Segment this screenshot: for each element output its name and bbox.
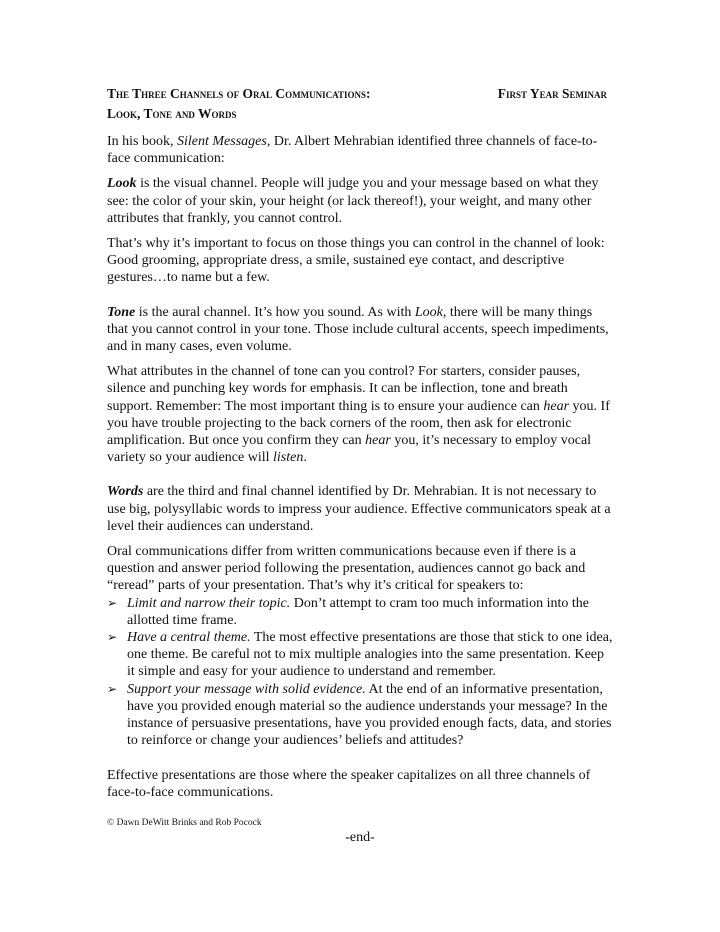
tip-lead: Limit and narrow their topic. [127,595,291,611]
tip-lead: Support your message with solid evidence. [127,681,366,697]
document-subtitle: Look, Tone and Words [107,106,237,121]
arrow-bullet-icon: ➢ [107,681,118,696]
look-term: Look [107,176,137,192]
tone-text-end: there will be many things that you cannot control in your tone. Those include cultural accents, speech impediments, and in many cases, even volume. [107,304,609,355]
list-item [107,681,613,750]
arrow-bullet-icon: ➢ [107,630,118,645]
document-body [107,133,613,809]
document-header [107,84,607,124]
look-paragraph [107,175,613,227]
words-paragraph-2: Oral communications differ from written communications because even if there is a question and answer period following the presentation, audiences cannot go back and “reread” parts of your presentation. That’s why it’s critical for speakers to: [107,544,586,594]
end-marker: -end- [345,830,375,845]
document-title: The Three Channels of Oral Communications: [107,86,371,101]
speaker-tips-list [107,595,613,750]
words-term: Words [107,484,144,500]
look-paragraph-2: That’s why it’s important to focus on those things you can control in the channel of look: Good grooming, appropriate dress, a smile, sustained eye contact, and descriptive gestures…to name but a few. [107,236,605,286]
copyright-footnote: © Dawn DeWitt Brinks and Rob Pocock [107,818,262,828]
tip-text: At the end of an informative presentation, have you provided enough material so the audience understands your message? In the instance of persuasive presentations, have you provided enough facts, data, and stories to reinforce or change your audiences’ beliefs and attitudes? [127,681,612,749]
intro-text: In his book, [107,134,177,149]
conclusion-paragraph: Effective presentations are those where the speaker capitalizes on all three channels of face-to-face communications. [107,767,591,800]
tone-p2-text-d: . [303,450,307,466]
tip-lead: Have a central theme. [127,630,251,646]
arrow-bullet-icon: ➢ [107,595,118,610]
look-reference: Look, [414,304,447,320]
tone-p2-text-a: What attributes in the channel of tone can you control? For starters, consider pauses, silence and punching key words for emphasis. It can be inflection, tone and breath support. Remember: The most important thing is to ensure your audience can [107,364,581,414]
intro-paragraph [107,133,613,167]
course-label: First Year Seminar [497,86,607,101]
tone-p2-text-c: you, it’s necessary to employ vocal variety so your audience will [107,433,592,466]
tone-p2-text-b: you. If you have trouble projecting to the back corners of the room, then ask for electronic amplification. But once you confirm they can [107,398,610,449]
tone-paragraph [107,304,613,356]
tone-term: Tone [107,304,136,320]
hear-emphasis-2: hear [365,433,391,449]
hear-emphasis: hear [543,398,570,414]
book-title: Silent Messages, [177,134,271,149]
tone-text: is the aural channel. It’s how you sound. As with [135,304,415,320]
tip-text: The most effective presentations are those that stick to one idea, one theme. Be careful not to mix multiple analogies into the same presentation. Keep it simple and easy for your audience to understand and remember. [127,630,613,680]
list-item [107,595,613,629]
tip-text: Don’t attempt to cram too much information into the allotted time frame. [127,595,589,628]
words-paragraph [107,483,613,535]
tone-paragraph-2 [107,363,613,466]
listen-emphasis: listen [273,450,304,466]
intro-text-end: Dr. Albert Mehrabian identified three channels of face-to-face communication: [107,134,598,167]
look-text: is the visual channel. People will judge you and your message based on what they see: the color of your skin, your height (or lack thereof!), your weight, and many other attributes that frankly, you cannot control. [107,176,599,226]
words-text: are the third and final channel identified by Dr. Mehrabian. It is not necessary to use big, polysyllabic words to impress your audience. Effective communicators speak at a level their audiences can understand. [107,484,611,534]
list-item [107,629,613,681]
